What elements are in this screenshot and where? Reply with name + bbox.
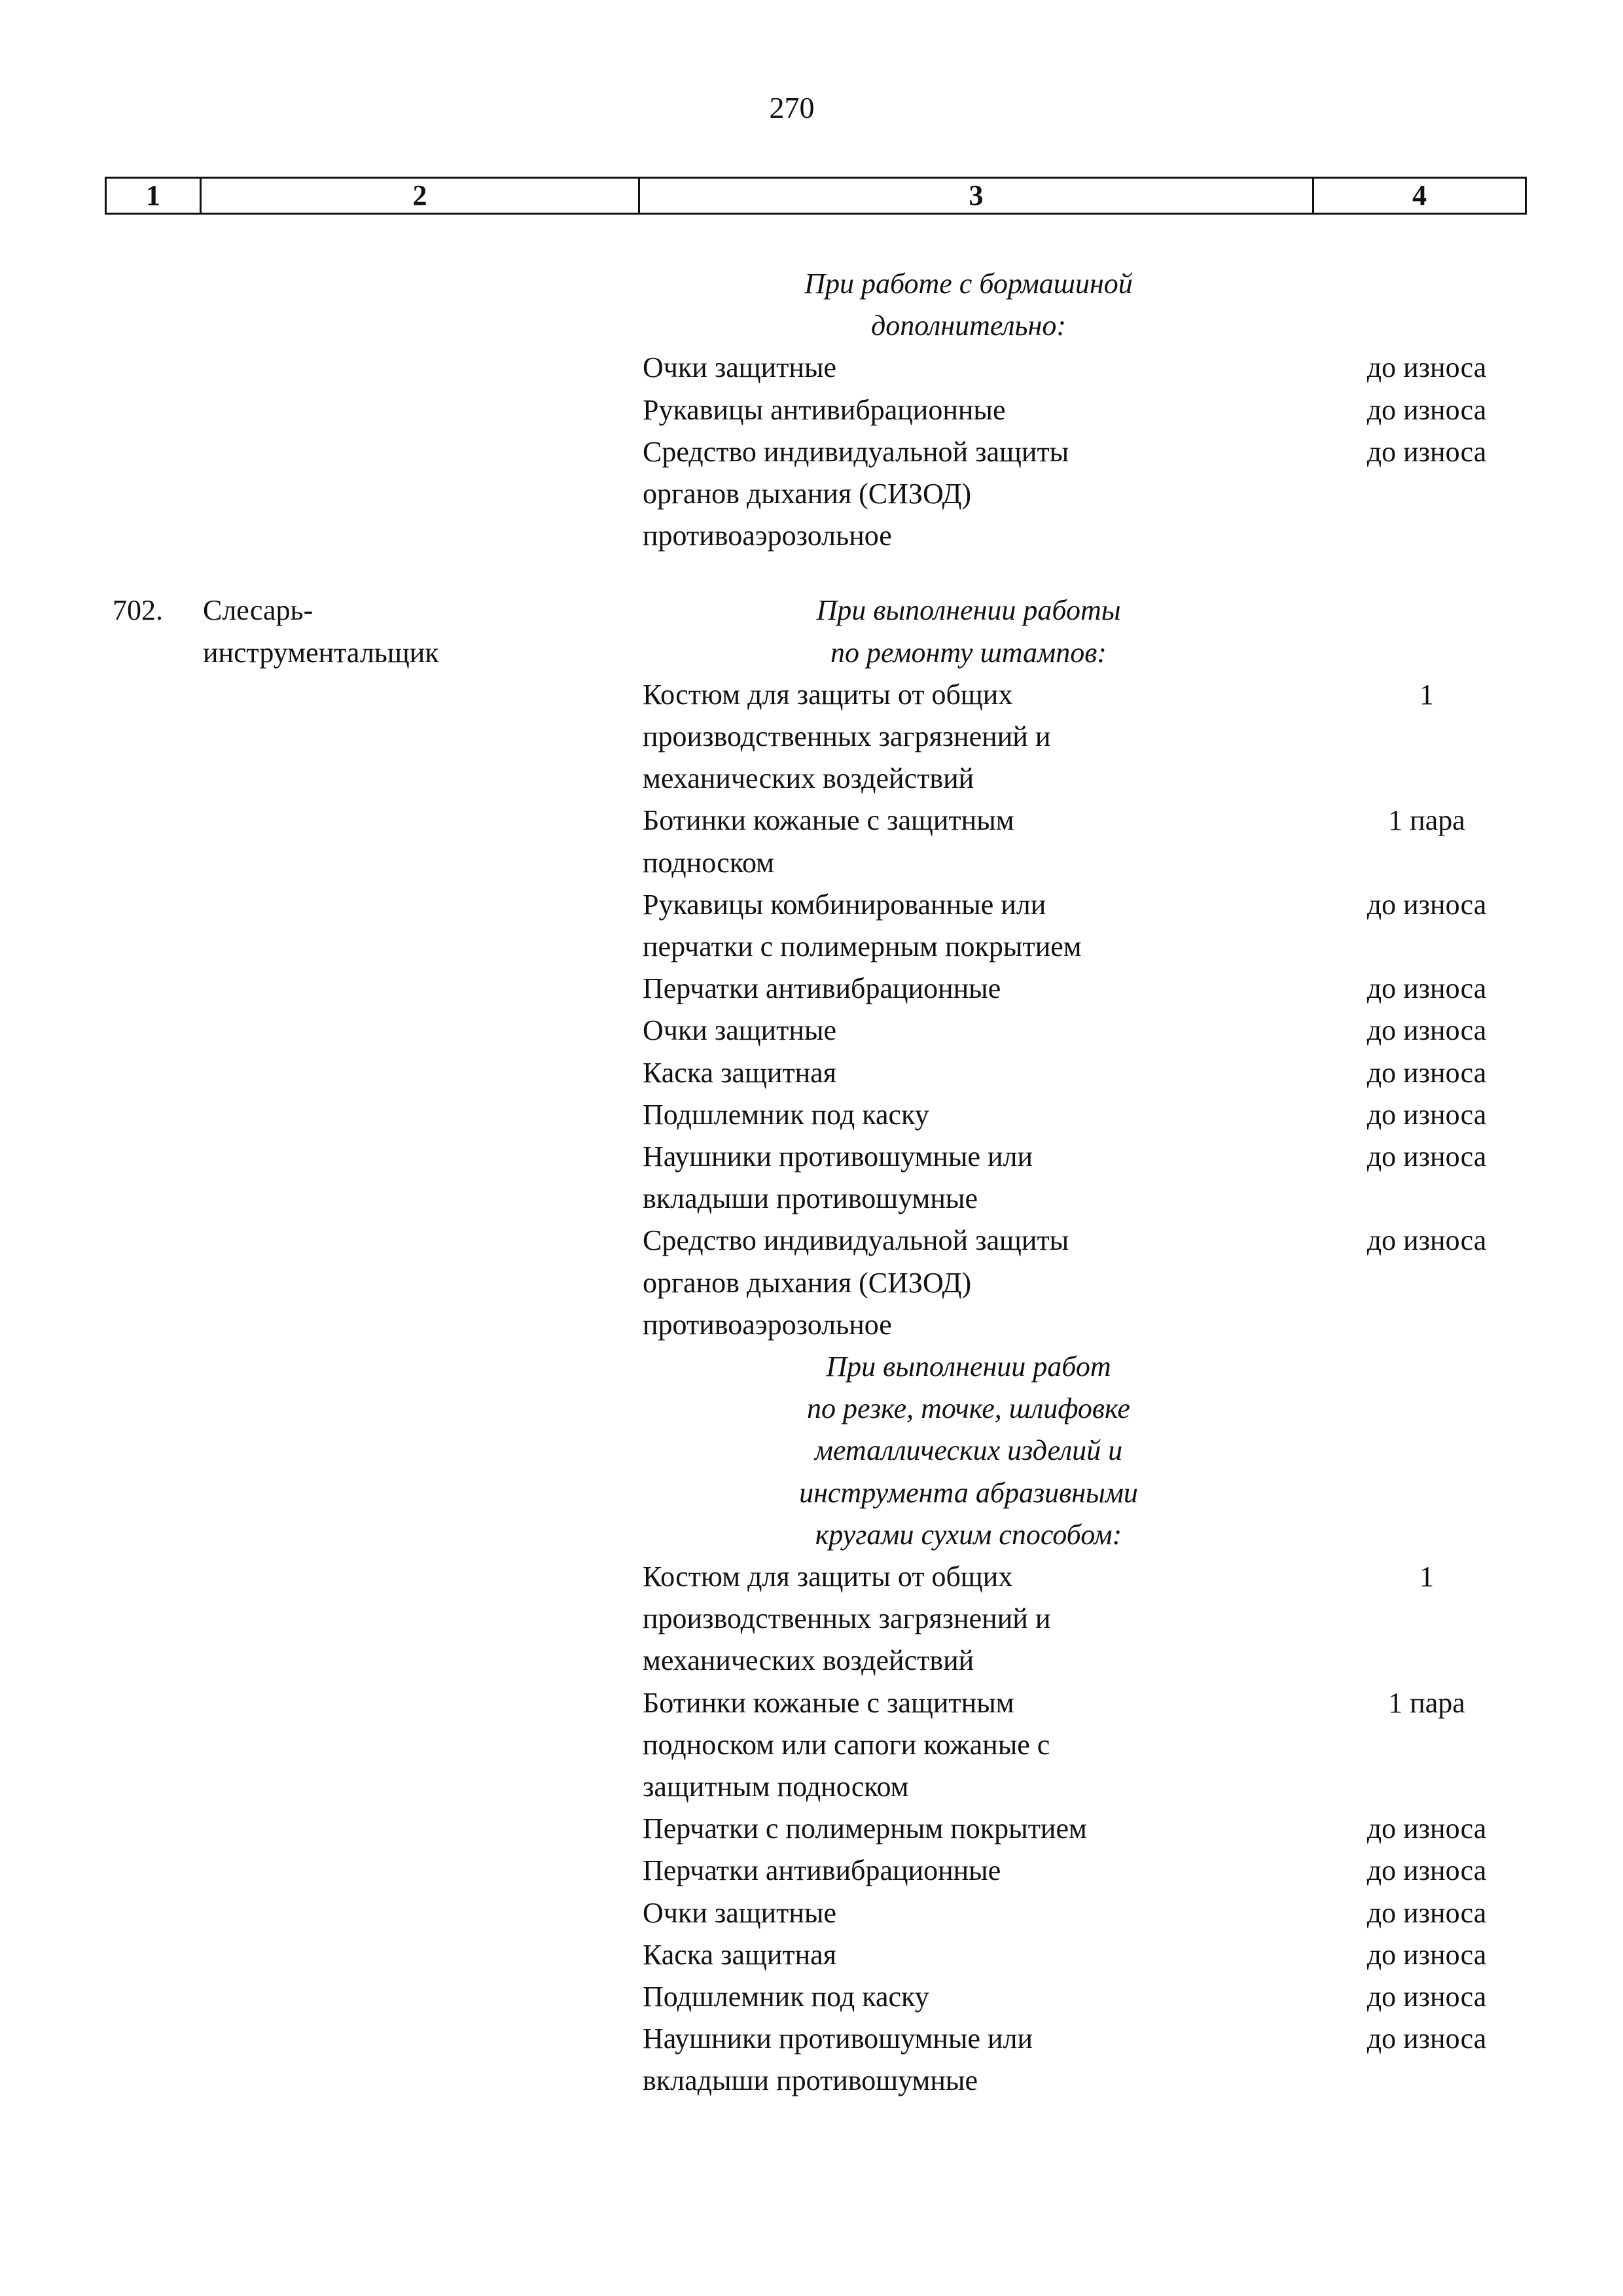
column-header-table [105, 177, 1527, 215]
item-name: Перчатки с полимерным покрытием [643, 1812, 1087, 1845]
section-a-heading: При работе с бормашиной [804, 268, 1133, 300]
item-name: противоаэрозольное [643, 520, 892, 552]
item-name: Очки защитные [643, 351, 837, 384]
norm-value: до износа [1366, 1854, 1487, 1887]
column-header-2: 2 [201, 178, 639, 214]
norm-value: 1 [1419, 678, 1434, 711]
item-name: Подшлемник под каску [643, 1981, 929, 2013]
column-header-4: 4 [1313, 178, 1526, 214]
row-number: 702. [113, 594, 163, 627]
norm-value: до износа [1366, 1056, 1487, 1089]
item-name: производственных загрязнений и [643, 720, 1051, 752]
norm-value: 1 пара [1388, 804, 1465, 837]
item-name: Наушники противошумные или [643, 2022, 1033, 2055]
norm-value: до износа [1366, 2022, 1487, 2055]
norm-value: до износа [1366, 888, 1487, 921]
column-header-1: 1 [106, 178, 201, 214]
norm-value: до износа [1366, 972, 1487, 1005]
item-name: Костюм для защиты от общих [643, 678, 1013, 711]
norm-value: до износа [1366, 1896, 1487, 1929]
norm-value: до износа [1366, 1938, 1487, 1971]
item-name: Перчатки антивибрационные [643, 972, 1001, 1005]
norm-value: до износа [1366, 1812, 1487, 1845]
section-c-heading: металлических изделий и [814, 1434, 1123, 1467]
section-c-heading: по резке, точке, шлифовке [807, 1392, 1130, 1425]
column-header-row [106, 178, 1526, 214]
item-name: Подшлемник под каску [643, 1098, 929, 1131]
norm-value: 1 [1419, 1561, 1434, 1593]
item-name: производственных загрязнений и [643, 1602, 1051, 1635]
section-b-heading: При выполнении работы [816, 594, 1121, 627]
norm-value: до износа [1366, 351, 1487, 384]
item-name: механических воздействий [643, 1644, 974, 1677]
item-name: Средство индивидуальной защиты [643, 435, 1069, 468]
norm-value: до износа [1366, 1224, 1487, 1257]
section-c-heading: При выполнении работ [826, 1351, 1111, 1383]
item-name: Рукавицы антивибрационные [643, 393, 1006, 426]
item-name: Перчатки антивибрационные [643, 1854, 1001, 1887]
item-name: вкладыши противошумные [643, 2064, 978, 2097]
item-name: Ботинки кожаные с защитным [643, 1686, 1014, 1719]
item-name: органов дыхания (СИЗОД) [643, 478, 972, 510]
item-name: Рукавицы комбинированные или [643, 888, 1046, 921]
column-header-3: 3 [639, 178, 1313, 214]
item-name: Очки защитные [643, 1014, 837, 1047]
item-name: Наушники противошумные или [643, 1140, 1033, 1173]
item-name: Очки защитные [643, 1896, 837, 1929]
item-name: механических воздействий [643, 762, 974, 795]
item-name: подноском или сапоги кожаные с [643, 1728, 1050, 1761]
item-name: Костюм для защиты от общих [643, 1561, 1013, 1593]
item-name: противоаэрозольное [643, 1308, 892, 1341]
norm-value: до износа [1366, 1981, 1487, 2013]
norm-value: до износа [1366, 1098, 1487, 1131]
section-c-heading: инструмента абразивными [799, 1476, 1138, 1509]
norm-value: 1 пара [1388, 1686, 1465, 1719]
section-c-heading: кругами сухим способом: [815, 1518, 1122, 1551]
item-name: перчатки с полимерным покрытием [643, 930, 1082, 963]
page-number: 270 [769, 91, 815, 124]
section-a-heading: дополнительно: [870, 309, 1067, 342]
item-name: Каска защитная [643, 1938, 836, 1971]
item-name: защитным подноском [643, 1771, 909, 1803]
norm-value: до износа [1366, 393, 1487, 426]
item-name: вкладыши противошумные [643, 1182, 978, 1215]
item-name: органов дыхания (СИЗОД) [643, 1266, 972, 1299]
norm-value: до износа [1366, 1140, 1487, 1173]
item-name: подноском [643, 846, 774, 879]
section-b-heading: по ремонту штампов: [830, 636, 1107, 669]
profession-name: Слесарь- [203, 594, 313, 627]
item-name: Средство индивидуальной защиты [643, 1224, 1069, 1257]
item-name: Каска защитная [643, 1056, 836, 1089]
item-name: Ботинки кожаные с защитным [643, 804, 1014, 837]
norm-value: до износа [1366, 435, 1487, 468]
profession-name: инструментальщик [203, 636, 439, 669]
norm-value: до износа [1366, 1014, 1487, 1047]
